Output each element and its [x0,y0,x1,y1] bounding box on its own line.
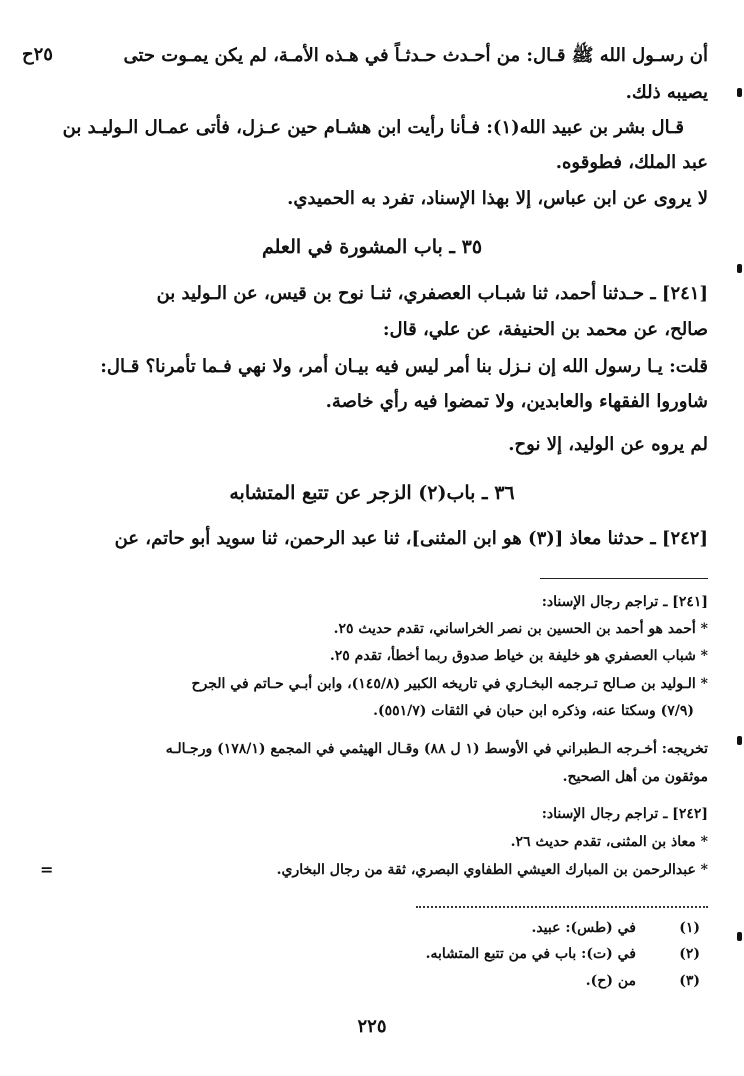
variant-note-1-num: (١) [679,920,700,936]
variant-note-3-text: من (ح). [585,973,636,989]
footnote-242-title: [٢٤٢] ـ تراجم رجال الإسناد: [541,806,708,822]
footnote-241-title: [٢٤١] ـ تراجم رجال الإسناد: [541,594,708,610]
variant-note-2-num: (٢) [679,946,700,962]
hadith-241-line-4: شاوروا الفقهاء والعابدين، ولا تمضوا فيه رأي خاصة. [325,391,708,412]
scan-mark [737,264,742,273]
scan-mark [737,88,742,97]
footnote-241-bullet-3b: (٧/٩) وسكتا عنه، وذكره ابن حبان في الثقات (٥٥١/٧). [373,703,694,719]
footnote-separator [540,578,708,579]
text-line-3: قـال بشر بن عبيد الله(١): فـأنا رأيت ابن هشـام حين عـزل، فأتى عمـال الـوليـد بن [62,117,684,138]
footnote-242-bullet-2: * عبدالرحمن بن المبارك العيشي الطفاوي البصري، ثقة من رجال البخاري. [276,862,708,878]
footnote-241-bullet-1: * أحمد هو أحمد بن الحسين بن نصر الخراساني، تقدم حديث ٢٥. [333,621,708,637]
variant-note-3-num: (٣) [679,973,700,989]
text-line-2: يصيبه ذلك. [625,82,708,103]
scan-mark [737,736,742,745]
hadith-241-line-2: صالح، عن محمد بن الحنيفة، عن علي، قال: [382,319,708,340]
scan-mark [737,932,742,941]
page-number: ٢٢٥ [357,1016,387,1037]
section-36-heading: ٣٦ ـ باب(٢) الزجر عن تتبع المتشابه [229,482,515,504]
variant-notes-separator [416,906,708,908]
margin-reference: ٢٥ح [22,44,53,65]
section-35-heading: ٣٥ ـ باب المشورة في العلم [261,236,483,258]
takhrij-line-1: تخريجه: أخـرجه الـطبراني في الأوسط (١ ل ٨٨) وقـال الهيثمي في المجمع (١٧٨/١) ورجـالـه [165,741,708,757]
text-line-1: أن رسـول الله ﷺ قـال: من أحـدث حـدثـاً في هـذه الأمـة، لم يكن يمـوت حتى [123,45,708,66]
hadith-241-line-3: قلت: يـا رسول الله إن نـزل بنا أمر ليس فيه بيـان أمر، ولا نهي فـما تأمرنا؟ قـال: [100,356,708,377]
variant-note-1-text: في (طس): عبيد. [531,920,636,936]
hadith-241-line-1: [٢٤١] ـ حـدثنا أحمد، ثنا شبـاب العصفري، ثنـا نوح بن قيس، عن الـوليد بن [156,283,708,304]
continuation-mark: = [40,860,54,879]
takhrij-line-2: موثقون من أهل الصحيح. [562,769,708,785]
footnote-242-bullet-1: * معاذ بن المثنى، تقدم حديث ٢٦. [510,834,708,850]
footnote-241-bullet-3a: * الـوليد بن صـالح تـرجمه البخـاري في تاريخه الكبير (١٤٥/٨)، وابن أبـي حـاتم في الجرح [191,676,708,692]
text-line-5: لا يروى عن ابن عباس، إلا بهذا الإسناد، تفرد به الحميدي. [287,188,708,209]
footnote-241-bullet-2: * شباب العصفري هو خليفة بن خياط صدوق ربما أخطأ، تقدم ٢٥. [329,648,708,664]
text-line-4: عبد الملك، فطوقوه. [555,152,708,173]
hadith-242-line-1: [٢٤٢] ـ حدثنا معاذ [(٣) هو ابن المثنى]، ثنا عبد الرحمن، ثنا سويد أبو حاتم، عن [114,528,708,549]
hadith-241-line-5: لم يروه عن الوليد، إلا نوح. [508,434,708,455]
variant-note-2-text: في (ت): باب في من تتبع المتشابه. [425,946,636,962]
